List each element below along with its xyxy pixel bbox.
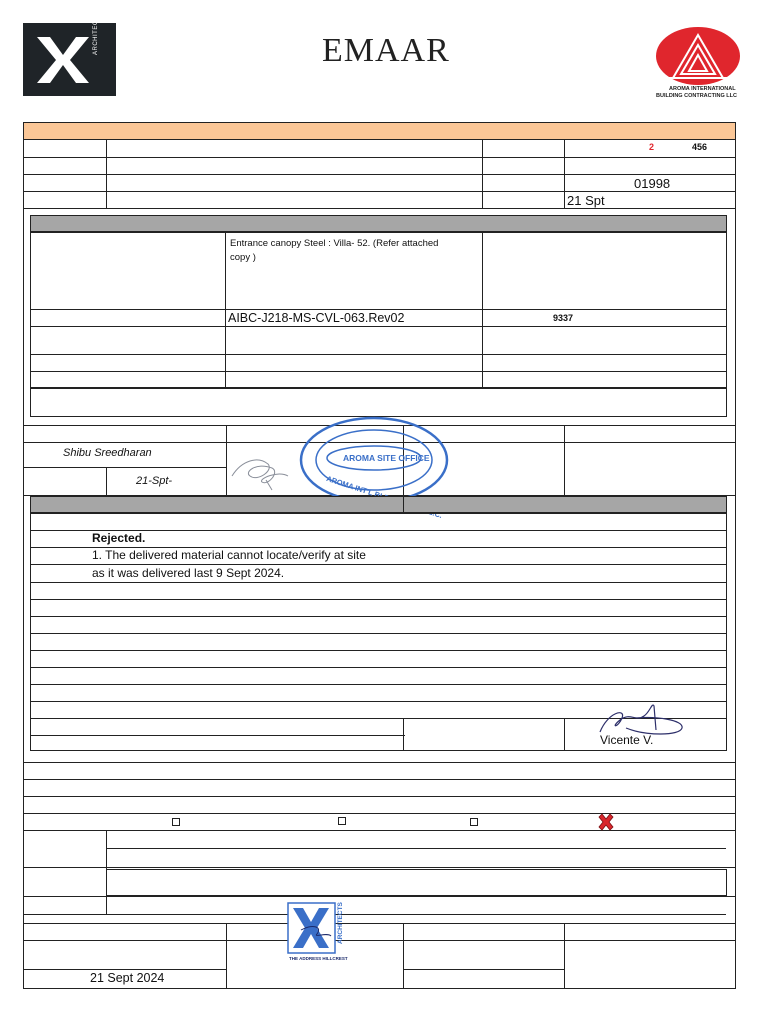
section-1-header [30, 215, 727, 232]
aroma-logo [655, 26, 741, 88]
submitted-by: Shibu Sreedharan [63, 447, 152, 459]
architects-stamp [287, 902, 349, 964]
aroma-name-2: BUILDING CONTRACTING LLC [656, 93, 737, 99]
ref-digit: 2 [649, 142, 655, 152]
architects-stamp-label: ARCHITECTS [337, 902, 344, 944]
form-header-bar [24, 123, 735, 140]
rejected-x-icon[interactable] [596, 812, 616, 832]
code-value: 01998 [634, 176, 671, 191]
remarks-box [30, 388, 727, 417]
signoff-box [106, 869, 727, 896]
ref-number: 456 [692, 142, 708, 152]
aroma-site-office-stamp [298, 414, 450, 506]
reviewer-name: Vicente V. [600, 733, 654, 747]
comment-line-2: as it was delivered last 9 Sept 2024. [92, 566, 285, 580]
submitter-signature [228, 446, 298, 492]
submitted-date: 21-Spt- [136, 475, 173, 487]
x-architects-logo [23, 11, 116, 96]
comment-line-1: 1. The delivered material cannot locate/verify at site [92, 548, 366, 562]
section-2-header [30, 496, 727, 513]
architects-stamp-caption: THE ADDRESS HILLCREST [289, 956, 348, 961]
x-architects-label: ARCHITECTS [93, 11, 99, 55]
emaar-logo: EMAAR [322, 32, 450, 69]
comment-title: Rejected. [92, 531, 146, 545]
item-description: Entrance canopy Steel : Villa- 52. (Refer attached copy ) [230, 238, 439, 263]
final-date: 21 Sept 2024 [90, 971, 165, 985]
status-checkbox-3[interactable] [470, 818, 478, 826]
document-reference: AIBC-J218-MS-CVL-063.Rev02 [228, 311, 405, 325]
aroma-name-1: AROMA INTERNATIONAL [669, 86, 736, 92]
status-checkbox-1[interactable] [172, 818, 180, 826]
date-short: 21 Spt [567, 193, 605, 208]
document-number: 9337 [553, 313, 574, 323]
stamp-text-main: AROMA SITE OFFICE [343, 453, 430, 463]
status-checkbox-2[interactable] [338, 817, 346, 825]
